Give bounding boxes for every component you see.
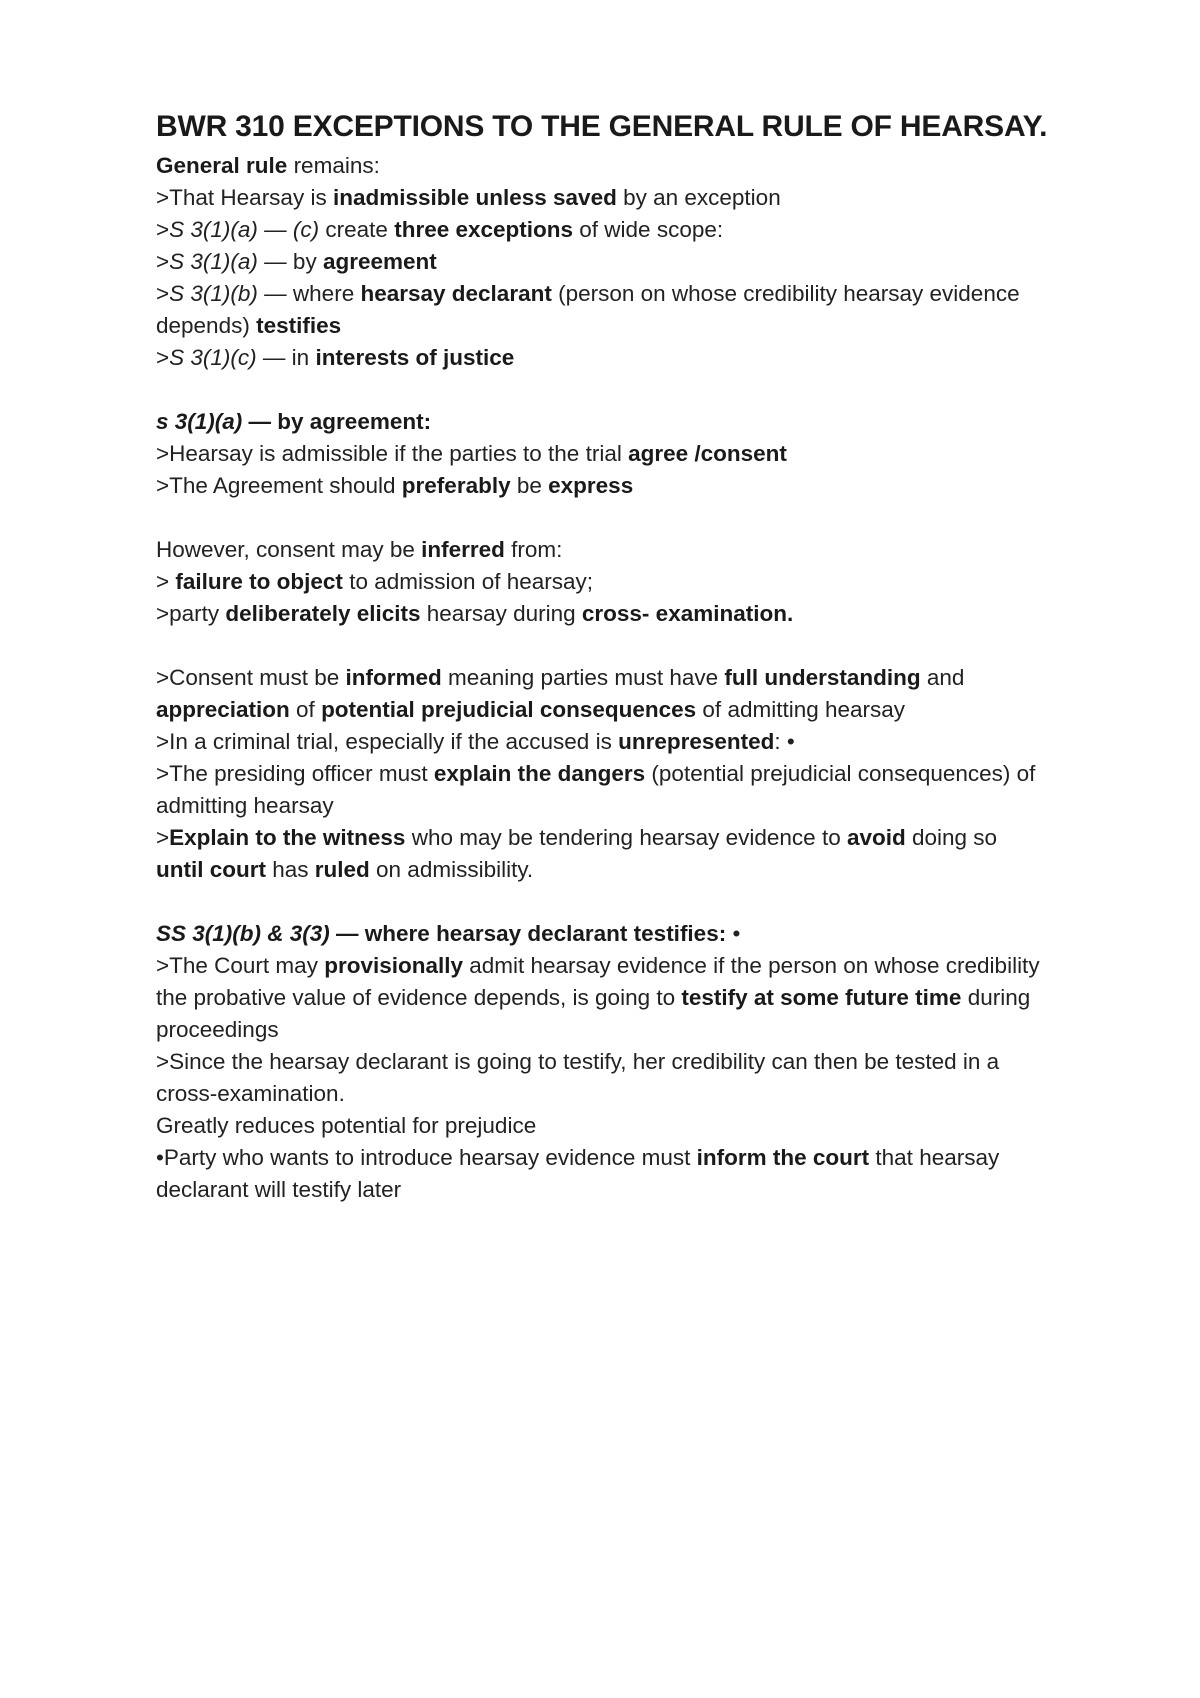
page-title: BWR 310 EXCEPTIONS TO THE GENERAL RULE OF HEARSAY.	[156, 110, 1048, 143]
general-rule-line: General rule remains:	[156, 153, 380, 178]
declarant-heading: SS 3(1)(b) & 3(3) — where hearsay declarant testifies: •	[156, 921, 741, 946]
exception-justice-line: >S 3(1)(c) — in interests of justice	[156, 345, 515, 370]
spacer	[156, 886, 1050, 918]
reduces-prejudice-line: Greatly reduces potential for prejudice	[156, 1113, 537, 1138]
spacer	[156, 374, 1050, 406]
rule-inadmissible-line: >That Hearsay is inadmissible unless saved by an exception	[156, 185, 781, 210]
inform-court-line: •Party who wants to introduce hearsay evidence must inform the court that hearsay declarant will testify later	[156, 1145, 1000, 1202]
cross-examination-line: >Since the hearsay declarant is going to testify, her credibility can then be tested in a cross-examination.	[156, 1049, 1000, 1106]
provisionally-admit-line: >The Court may provisionally admit hearsay evidence if the person on whose credibility the probative value of evidence depends, is going to testify at some future time during proceedings	[156, 953, 1040, 1042]
agreement-heading: s 3(1)(a) — by agreement:	[156, 409, 432, 434]
criminal-trial-line: >In a criminal trial, especially if the accused is unrepresented: •	[156, 729, 795, 754]
agreement-express-line: >The Agreement should preferably be express	[156, 473, 634, 498]
spacer	[156, 630, 1050, 662]
agreement-consent-line: >Hearsay is admissible if the parties to the trial agree /consent	[156, 441, 787, 466]
presiding-officer-line: >The presiding officer must explain the dangers (potential prejudicial consequences) of admitting hearsay	[156, 761, 1036, 818]
informed-consent-line: >Consent must be informed meaning parties must have full understanding and appreciation of potential prejudicial consequences of admitting hearsay	[156, 665, 965, 722]
deliberately-elicits-line: >party deliberately elicits hearsay during cross- examination.	[156, 601, 794, 626]
three-exceptions-line: >S 3(1)(a) — (c) create three exceptions of wide scope:	[156, 217, 724, 242]
exception-declarant-line: >S 3(1)(b) — where hearsay declarant (person on whose credibility hearsay evidence depends) testifies	[156, 281, 1020, 338]
inferred-intro-line: However, consent may be inferred from:	[156, 537, 563, 562]
exception-agreement-line: >S 3(1)(a) — by agreement	[156, 249, 437, 274]
spacer	[156, 502, 1050, 534]
failure-to-object-line: > failure to object to admission of hearsay;	[156, 569, 594, 594]
explain-witness-line: >Explain to the witness who may be tendering hearsay evidence to avoid doing so until court has ruled on admissibility.	[156, 825, 998, 882]
